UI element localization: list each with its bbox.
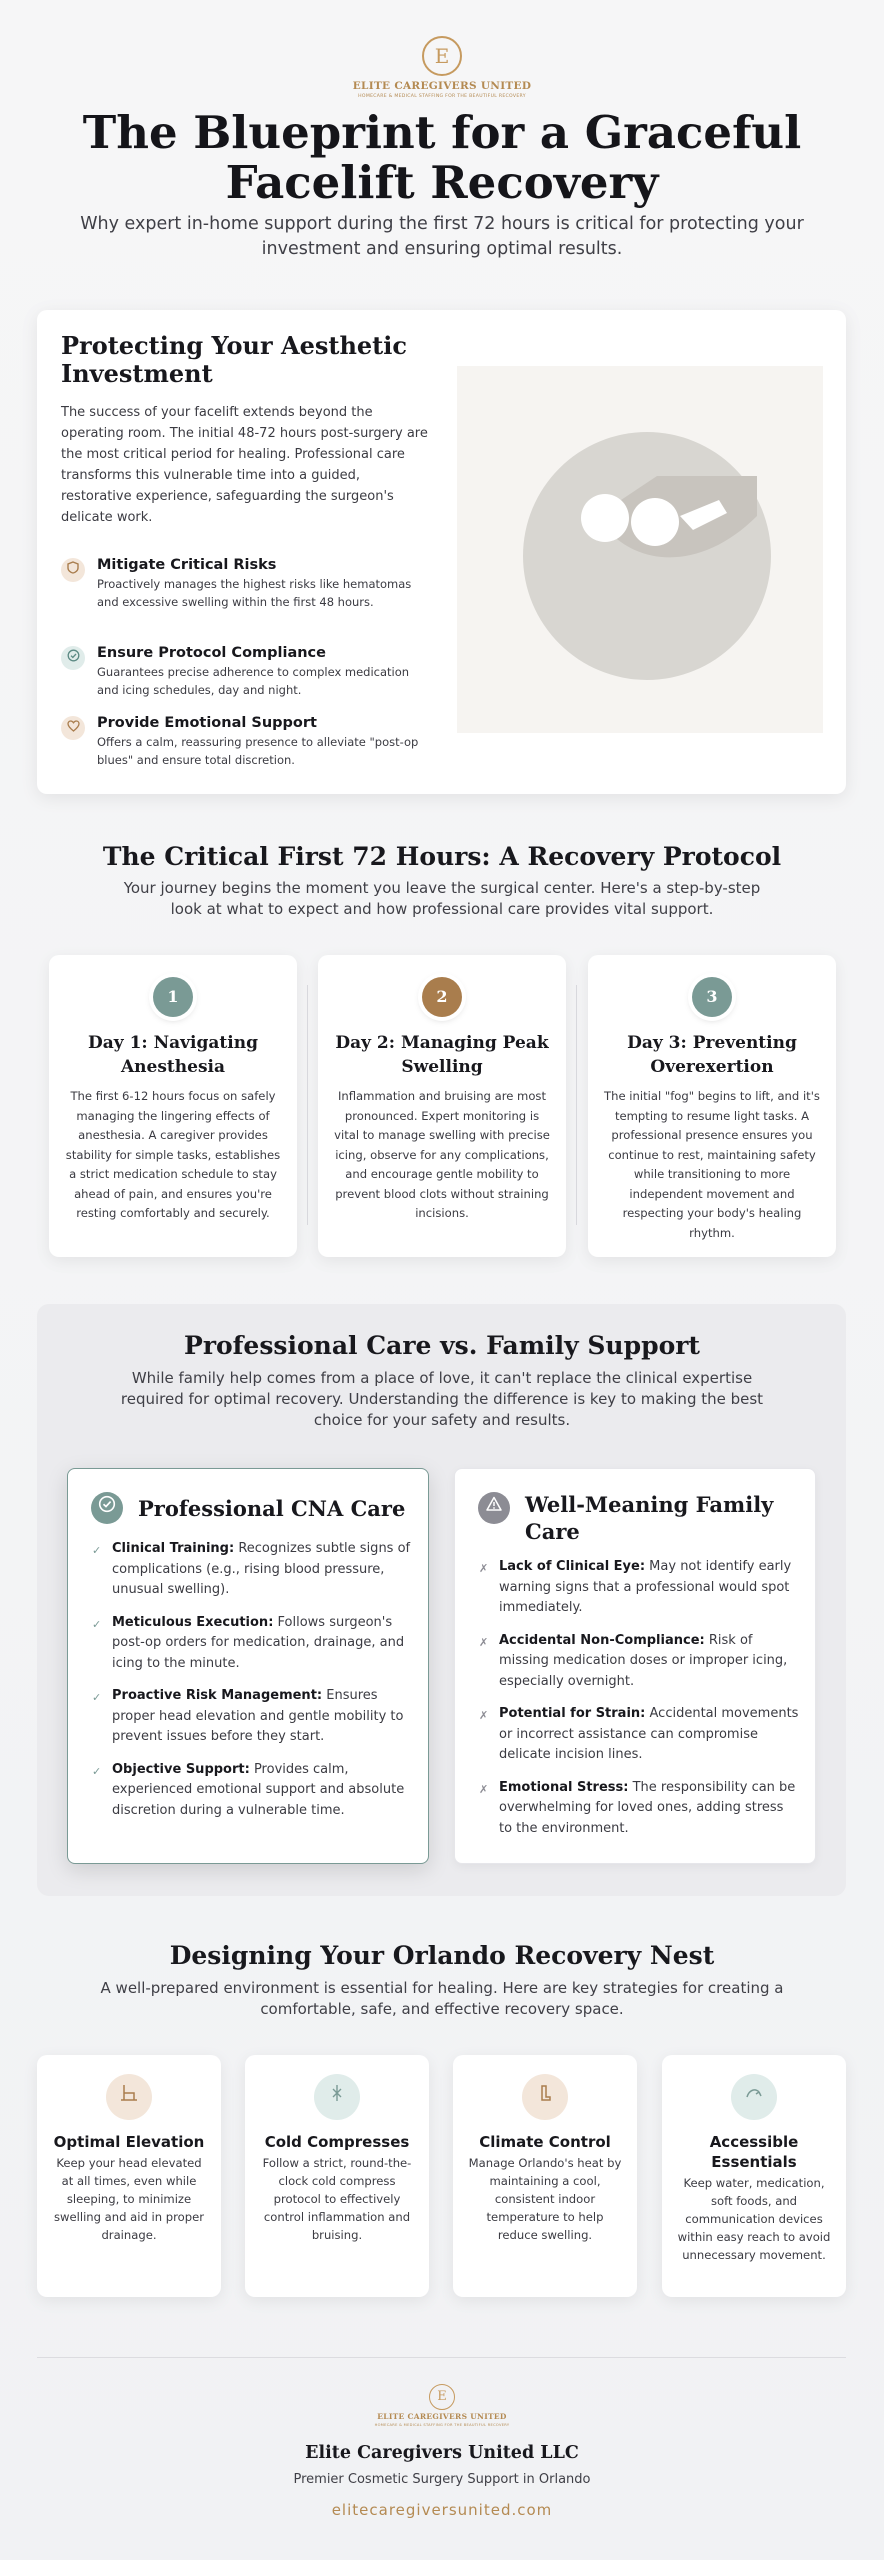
x-mark-icon: ✗ — [479, 1562, 489, 1575]
list-item: ✓ Clinical Training: Recognizes subtle signs of complications (e.g., rising blood pressure, unusual swelling). — [92, 1541, 411, 1597]
family-care-list — [479, 1557, 799, 1851]
check-icon: ✓ — [92, 1544, 102, 1557]
hand-reach-icon — [731, 2074, 777, 2120]
warning-icon — [478, 1492, 510, 1524]
tip-title: Accessible Essentials — [709, 2133, 799, 2171]
logo-tagline: HOMECARE & MEDICAL STAFFING FOR THE BEAUTIFUL RECOVERY — [374, 2423, 510, 2427]
check-icon: ✓ — [92, 1764, 102, 1778]
family-care-title: Well-Meaning Family Care — [525, 1492, 774, 1544]
timeline-divider — [307, 985, 308, 1225]
footer-logo — [0, 2384, 884, 2427]
tip-desc: Keep water, medication, soft foods, and communication devices within easy reach to avoid unnecessary movement. — [677, 2176, 831, 2262]
tip-card — [453, 2055, 637, 2297]
logo-name: ELITE CAREGIVERS UNITED — [352, 80, 532, 92]
check-circle-icon — [91, 1492, 123, 1524]
list-item: ✓ Meticulous Execution: Follows surgeon's post-op orders for medication, drainage, and icing to the minute. — [92, 1614, 405, 1671]
x-mark-icon: ✗ — [479, 1782, 489, 1796]
tip-desc: Follow a strict, round-the-clock cold compress protocol to effectively control inflammation and bruising. — [262, 2156, 412, 2242]
day-title: Day 2: Managing Peak Swelling — [335, 1033, 549, 1077]
day-desc: The first 6-12 hours focus on safely managing the lingering effects of anesthesia. A caregiver provides stability for simple tasks, establishes a strict medication schedule to stay ahead of pain, and ensures you're resting comfortably and securely. — [65, 1089, 281, 1220]
bed-icon — [106, 2074, 152, 2120]
timeline-title: The Critical First 72 Hours: A Recovery Protocol — [102, 842, 782, 871]
feature-item — [61, 713, 431, 769]
feature-title: Provide Emotional Support — [97, 715, 317, 731]
website-link[interactable]: elitecaregiversunited.com — [331, 2501, 553, 2519]
list-item: ✓ Objective Support: Provides calm, experienced emotional support and absolute discretion during a vulnerable time. — [92, 1761, 405, 1818]
tip-card — [662, 2055, 846, 2297]
tip-title: Cold Compresses — [264, 2133, 410, 2151]
timeline-subtitle: Your journey begins the moment you leave the surgical center. Here's a step-by-step look at what to expect and how professional care provides vital support. — [123, 879, 761, 918]
nest-title: Designing Your Orlando Recovery Nest — [169, 1941, 715, 1970]
logo-mark: E — [429, 2384, 455, 2410]
list-item: ✗ Emotional Stress: The responsibility can be overwhelming for loved ones, adding stress to the environment. — [479, 1779, 796, 1836]
feature-desc: Guarantees precise adherence to complex medication and icing schedules, day and night. — [97, 665, 410, 697]
tip-desc: Manage Orlando's heat by maintaining a cool, consistent indoor temperature to help reduce swelling. — [468, 2156, 622, 2242]
compare-subtitle: While family help comes from a place of love, it can't replace the clinical expertise required for optimal recovery. Understanding the difference is key to making the best choice for your safety and results. — [120, 1369, 764, 1429]
day-title: Day 3: Preventing Overexertion — [627, 1033, 797, 1077]
timeline-divider — [576, 985, 577, 1225]
footer-divider — [37, 2357, 846, 2358]
list-item: ✗ Lack of Clinical Eye: May not identify early warning signs that a professional would spot immediately. — [479, 1559, 792, 1615]
brand-logo — [0, 36, 884, 99]
family-care-card — [454, 1468, 816, 1864]
recovery-illustration — [457, 366, 823, 733]
day-card — [49, 955, 297, 1257]
feature-desc: Proactively manages the highest risks like hematomas and excessive swelling within the first 48 hours. — [97, 577, 412, 609]
tip-title: Climate Control — [479, 2133, 611, 2151]
day-desc: Inflammation and bruising are most pronounced. Expert monitoring is vital to manage swelling with precise icing, observe for any complications, and encourage gentle mobility to prevent blood clots without straining incisions. — [334, 1089, 550, 1220]
professional-care-title: Professional CNA Care — [138, 1496, 406, 1521]
feature-title: Mitigate Critical Risks — [97, 557, 277, 573]
day-card — [318, 955, 566, 1257]
day-desc: The initial "fog" begins to lift, and it's tempting to resume light tasks. A professional presence ensures you continue to rest, maintaining safety while transitioning to more independent movement and respecting your body's healing rhythm. — [604, 1089, 820, 1240]
page-subtitle: Why expert in-home support during the first 72 hours is critical for protecting your investment and ensuring optimal results. — [80, 214, 804, 259]
protect-card — [37, 310, 846, 794]
list-item: ✓ Proactive Risk Management: Ensures proper head elevation and gentle mobility to prevent issues before they start. — [92, 1688, 404, 1744]
x-mark-icon: ✗ — [479, 1709, 489, 1722]
feature-title: Ensure Protocol Compliance — [97, 645, 326, 661]
feature-desc: Offers a calm, reassuring presence to alleviate "post-op blues" and ensure total discretion. — [97, 735, 419, 767]
compare-title: Professional Care vs. Family Support — [184, 1331, 700, 1360]
shield-icon — [61, 558, 85, 582]
day-number-badge: 2 — [422, 977, 462, 1017]
x-mark-icon: ✗ — [479, 1635, 489, 1649]
list-item: ✗ Accidental Non-Compliance: Risk of missing medication doses or improper icing, especially overnight. — [479, 1632, 788, 1689]
day-number-badge: 1 — [153, 977, 193, 1017]
clipboard-check-icon — [61, 646, 85, 670]
list-item: ✗ Potential for Strain: Accidental movements or incorrect assistance can compromise delicate incision lines. — [479, 1706, 799, 1762]
tip-card — [37, 2055, 221, 2297]
protect-body: The success of your facelift extends beyond the operating room. The initial 48-72 hours post-surgery are the most critical period for healing. Professional care transforms this vulnerable time into a guided, restorative experience, safeguarding the surgeon's delicate work. — [61, 405, 428, 525]
feature-item — [61, 643, 431, 699]
tip-card — [245, 2055, 429, 2297]
tip-title: Optimal Elevation — [53, 2133, 205, 2151]
day-number-badge: 3 — [692, 977, 732, 1017]
thermometer-icon — [522, 2074, 568, 2120]
logo-mark: E — [422, 36, 462, 76]
tip-desc: Keep your head elevated at all times, even while sleeping, to minimize swelling and aid in proper drainage. — [53, 2156, 205, 2242]
heart-icon — [61, 716, 85, 740]
check-icon: ✓ — [92, 1691, 102, 1704]
logo-name: ELITE CAREGIVERS UNITED — [377, 2412, 507, 2421]
page-title: The Blueprint for a Graceful Facelift Recovery — [82, 106, 802, 209]
protect-title: Protecting Your Aesthetic Investment — [61, 331, 407, 388]
professional-care-card — [67, 1468, 429, 1864]
check-icon: ✓ — [92, 1617, 102, 1631]
day-title: Day 1: Navigating Anesthesia — [88, 1033, 258, 1077]
snowflake-icon — [314, 2074, 360, 2120]
nest-subtitle: A well-prepared environment is essential for healing. Here are key strategies for creating a comfortable, safe, and effective recovery space. — [100, 1979, 784, 2018]
logo-tagline: HOMECARE & MEDICAL STAFFING FOR THE BEAUTIFUL RECOVERY — [358, 94, 526, 99]
footer-company: Elite Caregivers United LLC — [305, 2443, 579, 2463]
professional-care-list — [92, 1539, 412, 1833]
day-card — [588, 955, 836, 1257]
feature-item — [61, 555, 431, 611]
footer-tagline: Premier Cosmetic Surgery Support in Orlando — [293, 2472, 591, 2487]
